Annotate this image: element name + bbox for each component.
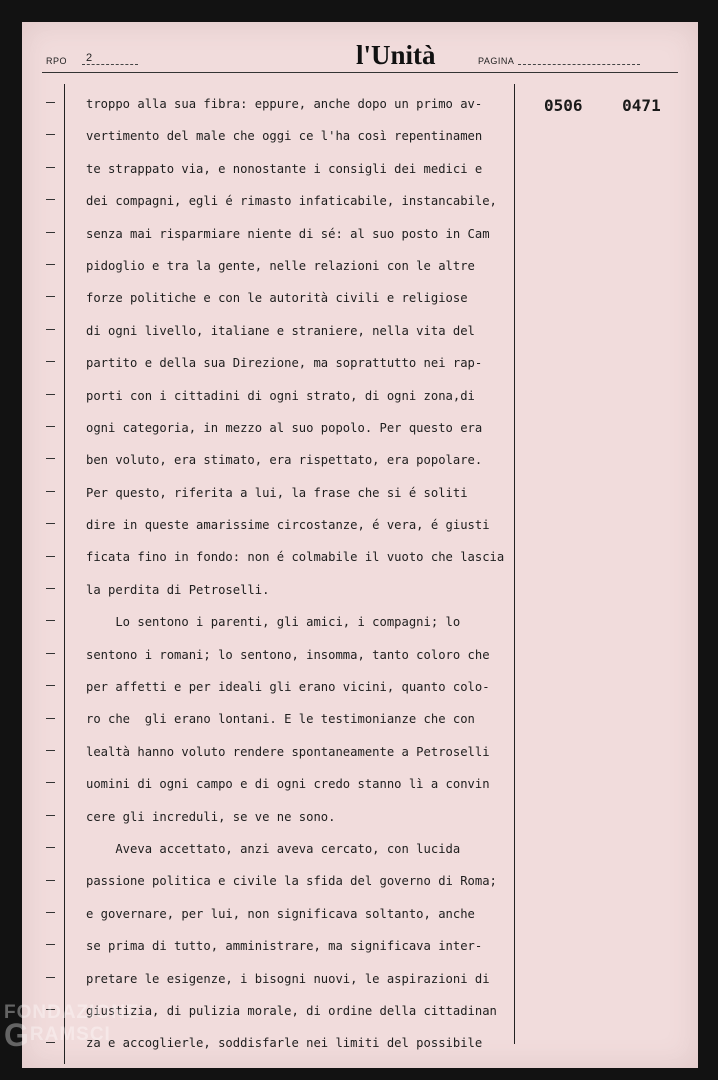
margin-tick: [46, 361, 55, 362]
text-line: ro che gli erano lontani. E le testimonianze che con: [86, 712, 475, 727]
margin-tick: [46, 653, 55, 654]
margin-tick: [46, 458, 55, 459]
margin-tick: [46, 264, 55, 265]
header-rule: [42, 72, 678, 73]
margin-tick: [46, 977, 55, 978]
margin-tick: [46, 426, 55, 427]
text-line: passione politica e civile la sfida del governo di Roma;: [86, 874, 497, 889]
text-line: partito e della sua Direzione, ma soprattutto nei rap-: [86, 356, 483, 371]
text-line: cere gli increduli, se ve ne sono.: [86, 809, 336, 824]
text-line: lealtà hanno voluto rendere spontaneamente a Petroselli: [86, 744, 490, 759]
corpo-label: RPO: [46, 56, 68, 66]
text-line: sentono i romani; lo sentono, insomma, tanto coloro che: [86, 647, 490, 662]
text-line: forze politiche e con le autorità civili e religiose: [86, 291, 468, 306]
watermark-line1: FONDAZIONE: [4, 1002, 140, 1023]
page-header: [22, 22, 698, 82]
margin-tick: [46, 718, 55, 719]
typed-body-text: [86, 88, 556, 1060]
text-line: giustizia, di pulizia morale, di ordine della cittadinan: [86, 1003, 497, 1018]
left-margin-line: [64, 84, 65, 1064]
document-number: 0506 0471: [544, 96, 661, 115]
margin-tick: [46, 847, 55, 848]
margin-tick: [46, 296, 55, 297]
watermark-line2: RAMSCI: [29, 1024, 111, 1046]
text-line: senza mai risparmiare niente di sé: al suo posto in Cam: [86, 226, 490, 241]
margin-tick: [46, 620, 55, 621]
text-line: za e accoglierle, soddisfarle nei limiti del possibile: [86, 1036, 483, 1051]
margin-tick: [46, 782, 55, 783]
margin-tick: [46, 134, 55, 135]
margin-tick: [46, 750, 55, 751]
text-line: per affetti e per ideali gli erano vicini, quanto colo-: [86, 680, 490, 695]
text-line: Aveva accettato, anzi aveva cercato, con lucida: [86, 841, 461, 856]
text-line: ficata fino in fondo: non é colmabile il vuoto che lascia: [86, 550, 505, 565]
masthead-title: l'Unità: [356, 40, 436, 70]
text-line: ogni categoria, in mezzo al suo popolo. Per questo era: [86, 420, 483, 435]
text-line: troppo alla sua fibra: eppure, anche dopo un primo av-: [86, 97, 483, 111]
text-line: te strappato via, e nonostante i consigli dei medici e: [86, 161, 483, 176]
watermark-g-logo: G: [4, 1017, 30, 1053]
text-line: ben voluto, era stimato, era rispettato, era popolare.: [86, 453, 483, 468]
margin-tick: [46, 912, 55, 913]
margin-tick: [46, 232, 55, 233]
margin-tick: [46, 685, 55, 686]
margin-tick: [46, 944, 55, 945]
text-line: Per questo, riferita a lui, la frase che si é soliti: [86, 485, 468, 500]
pagina-field-line: [518, 64, 640, 65]
text-line: Lo sentono i parenti, gli amici, i compagni; lo: [86, 615, 461, 630]
text-line: uomini di ogni campo e di ogni credo stanno lì a convin: [86, 777, 490, 792]
margin-tick: [46, 394, 55, 395]
margin-tick: [46, 523, 55, 524]
margin-tick: [46, 815, 55, 816]
margin-tick: [46, 102, 55, 103]
margin-tick: [46, 588, 55, 589]
text-line: la perdita di Petroselli.: [86, 582, 270, 597]
text-line: pretare le esigenze, i bisogni nuovi, le aspirazioni di: [86, 971, 490, 986]
text-line: di ogni livello, italiane e straniere, nella vita del: [86, 323, 475, 338]
text-line: dei compagni, egli é rimasto infaticabile, instancabile,: [86, 194, 497, 209]
pagina-label: PAGINA: [478, 56, 515, 66]
corpo-value: 2: [82, 52, 138, 65]
text-line: pidoglio e tra la gente, nelle relazioni con le altre: [86, 258, 475, 273]
margin-tick: [46, 167, 55, 168]
text-line: vertimento del male che oggi ce l'ha così repentinamen: [86, 129, 483, 144]
margin-tick: [46, 199, 55, 200]
fondazione-gramsci-watermark: [4, 1002, 140, 1053]
document-page: [22, 22, 698, 1068]
text-line: se prima di tutto, amministrare, ma significava inter-: [86, 939, 483, 954]
margin-tick: [46, 556, 55, 557]
text-line: dire in queste amarissime circostanze, é vera, é giusti: [86, 518, 490, 533]
margin-tick: [46, 880, 55, 881]
margin-tick: [46, 491, 55, 492]
text-line: porti con i cittadini di ogni strato, di ogni zona,di: [86, 388, 475, 403]
margin-tick: [46, 329, 55, 330]
text-line: e governare, per lui, non significava soltanto, anche: [86, 906, 475, 921]
